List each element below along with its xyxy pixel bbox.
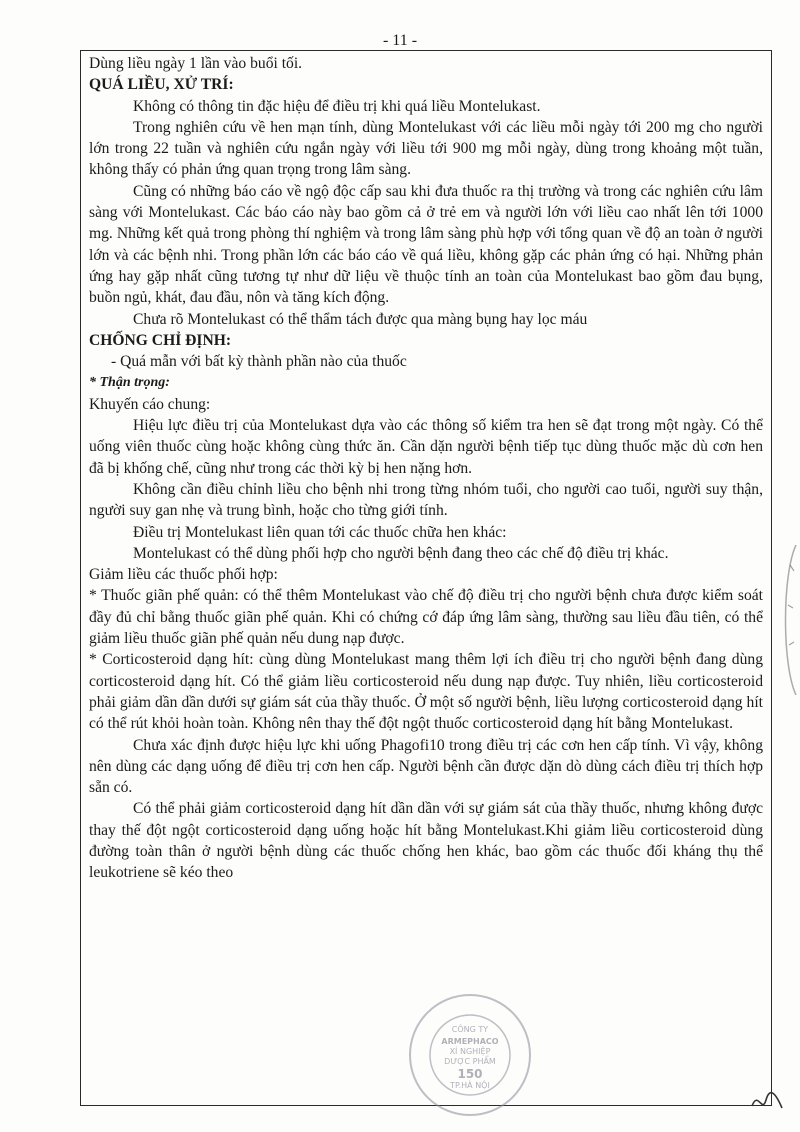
paragraph: - Quá mẫn với bất kỳ thành phần nào của thuốc [111,353,407,371]
paragraph: Không cần điều chỉnh liều cho bệnh nhi trong từng nhóm tuổi, cho người cao tuổi, người suy thận, người suy gan nhẹ và trung bình, hoặc cho từng giới tính. [89,480,763,520]
paragraph: Trong nghiên cứu về hen mạn tính, dùng Montelukast với các liều mỗi ngày tới 200 mg cho người lớn trong 22 tuần và nghiên cứu ngắn ngày với liều tới 900 mg mỗi ngày, dùng trong khoảng một tuần, không thấy có phản ứng quan trọng trong lâm sàng. [89,118,763,179]
section-heading: QUÁ LIỀU, XỬ TRÍ: [89,76,234,94]
page-number: - 11 - [382,32,418,49]
section-heading: CHỐNG CHỈ ĐỊNH: [89,331,232,349]
paragraph: Không có thông tin đặc hiệu để điều trị khi quá liều Montelukast. [133,97,541,115]
svg-text:150: 150 [457,1067,483,1081]
paragraph: * Corticosteroid dạng hít: cùng dùng Montelukast mang thêm lợi ích điều trị cho người bệnh đang dùng corticosteroid dạng hít. Có thể giảm liều corticosteroid nếu dung nạp được. Tuy nhiên, liều corticosteroid phải giảm dần dần dưới sự giám sát của thầy thuốc. Ở một số người bệnh, liều lượng corticosteroid dạng hít có thể rút khỏi hoàn toàn. Không nên thay thế đột ngột thuốc corticosteroid dạng hít bằng Montelukast. [89,651,763,733]
paragraph: Khuyến cáo chung: [89,395,211,413]
svg-text:TP.HÀ NỘI: TP.HÀ NỘI [450,1081,490,1090]
paragraph: * Thuốc giãn phế quản: có thể thêm Montelukast vào chế độ điều trị cho người bệnh chưa được kiểm soát đầy đủ chỉ bằng thuốc giãn phế quản. Khi có chứng cớ đáp ứng lâm sàng, thường sau liều đầu tiên, có thể giảm liều thuốc giãn phế quản nếu dung nạp được. [89,587,763,648]
content-frame [80,50,772,1106]
paragraph: Chưa rõ Montelukast có thể thẩm tách được qua màng bụng hay lọc máu [133,310,588,328]
svg-text:ARMEPHACO: ARMEPHACO [441,1037,499,1046]
paragraph: * Thận trọng: [89,375,170,391]
margin-stamp-fragment [776,545,800,695]
svg-text:XÍ NGHIỆP: XÍ NGHIỆP [449,1047,491,1056]
svg-text:CÔNG TY: CÔNG TY [451,1025,489,1034]
document-body [89,53,763,884]
paragraph: Dùng liều ngày 1 lần vào buổi tối. [89,55,303,72]
paragraph: Giảm liều các thuốc phối hợp: [89,566,278,584]
paragraph: Có thể phải giảm corticosteroid dạng hít dần dần với sự giám sát của thầy thuốc, nhưng không được thay thế đột ngột corticosteroid dạng uống hoặc hít bằng Montelukast.Khi giảm liều corticosteroid dùng đường toàn thân ở người bệnh dùng các thuốc chống hen khác, bao gồm các thuốc đối kháng thụ thể leukotriene sẽ kéo theo [89,800,763,882]
paragraph: Cũng có những báo cáo về ngộ độc cấp sau khi đưa thuốc ra thị trường và trong các nghiên cứu lâm sàng với Montelukast. Các báo cáo này bao gồm cả ở trẻ em và người lớn với liều cao nhất lên tới 1000 mg. Những kết quả trong phòng thí nghiệm và trong lâm sàng phù hợp với tổng quan về độ an toàn ở người lớn và các bệnh nhi. Trong phần lớn các báo cáo về quá liều, không gặp các phản ứng có hại. Những phản ứng hay gặp nhất cũng tương tự như dữ liệu về thuộc tính an toàn của Montelukast bao gồm đau bụng, buồn ngủ, khát, đau đầu, nôn và tăng kích động. [89,182,763,307]
paragraph: Hiệu lực điều trị của Montelukast dựa vào các thông số kiểm tra hen sẽ đạt trong một ngày. Có thể uống viên thuốc cùng hoặc không cùng thức ăn. Cần dặn người bệnh tiếp tục dùng thuốc mặc dù cơn hen đã bị khống chế, cũng như trong các thời kỳ bị hen nặng hơn. [89,417,763,477]
paragraph: Chưa xác định được hiệu lực khi uống Phagofi10 trong điều trị các cơn hen cấp tính. Vì vậy, không nên dùng các dạng uống để điều trị cơn hen cấp. Người bệnh cần được dặn dò dùng cách điều trị thích hợp sẵn có. [89,736,763,797]
svg-text:DƯỢC PHẨM: DƯỢC PHẨM [444,1057,496,1066]
paragraph: Montelukast có thể dùng phối hợp cho người bệnh đang theo các chế độ điều trị khác. [133,544,669,562]
paragraph: Điều trị Montelukast liên quan tới các thuốc chữa hen khác: [133,523,507,541]
